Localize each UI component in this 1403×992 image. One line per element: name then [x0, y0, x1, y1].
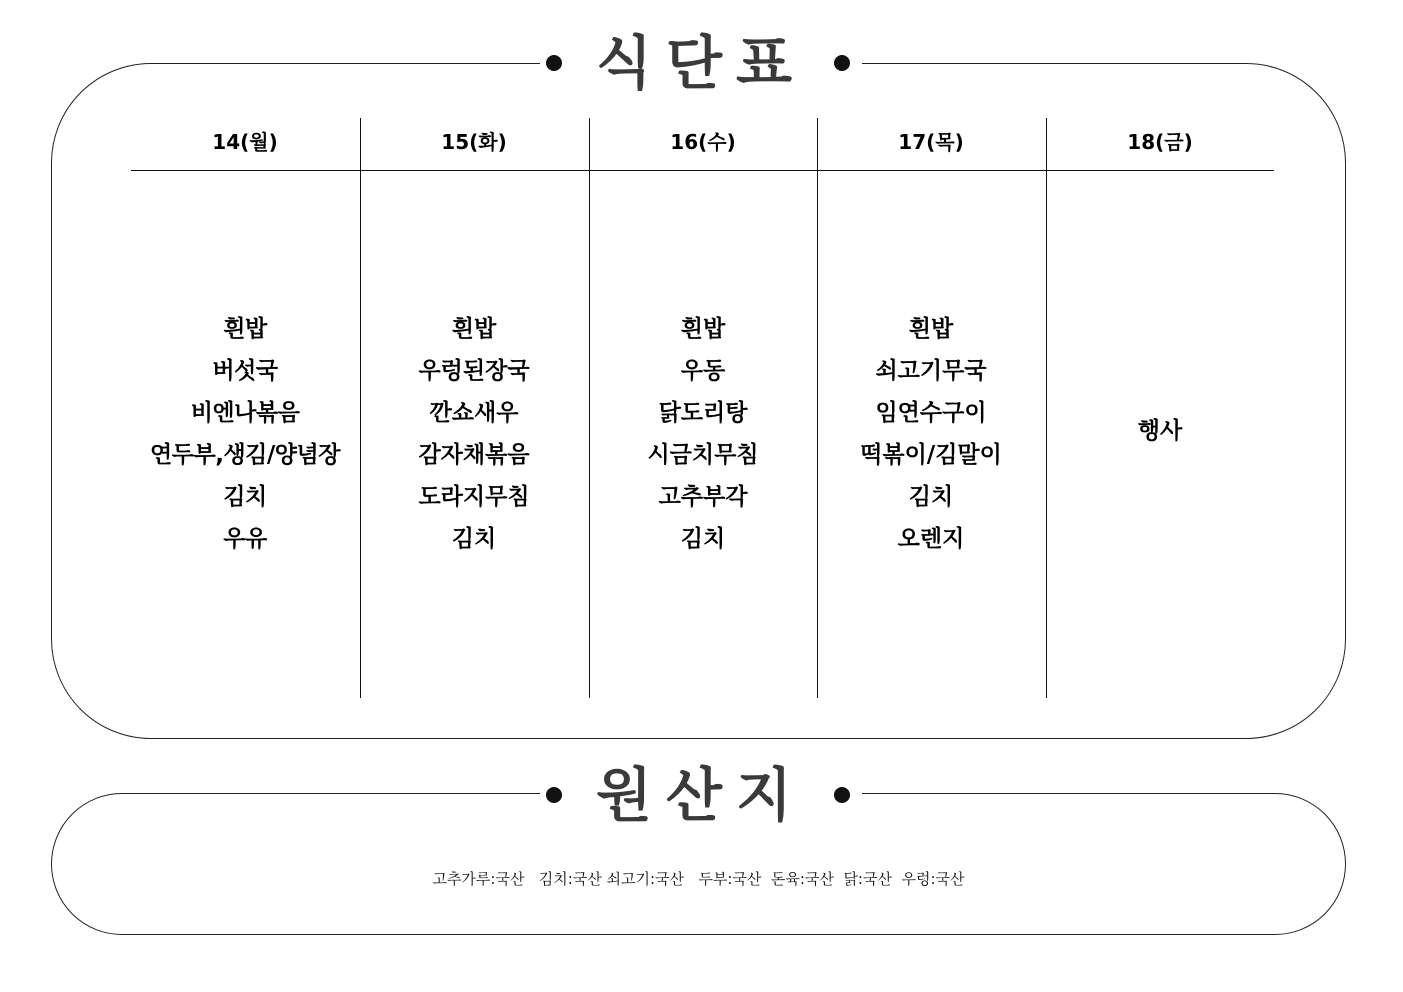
menu-item: 시금치무침 — [647, 442, 759, 468]
menu-item: 감자채볶음 — [418, 442, 530, 468]
menu-item: 우유 — [223, 526, 267, 552]
day-header: 16(수) — [670, 130, 736, 154]
heading-dot-right — [834, 787, 850, 803]
menu-title: 식단표 — [595, 29, 807, 97]
day-header: 14(월) — [212, 130, 278, 154]
origin-heading — [540, 760, 862, 830]
menu-item: 흰밥 — [680, 316, 726, 342]
menu-item: 비엔나볶음 — [190, 400, 300, 426]
origin-info: 고추가루:국산 김치:국산 쇠고기:국산 두부:국산 돈육:국산 닭:국산 우렁:국산 — [432, 870, 965, 888]
menu-heading — [540, 28, 862, 98]
menu-items — [1046, 170, 1274, 690]
menu-item: 버섯국 — [212, 358, 278, 384]
menu-item: 오렌지 — [897, 526, 965, 552]
menu-item: 행사 — [1137, 418, 1183, 444]
day-column-wed — [589, 118, 817, 698]
menu-item: 우동 — [680, 358, 726, 384]
menu-item: 연두부,생김/양념장 — [150, 442, 340, 468]
day-column-fri — [1046, 118, 1274, 698]
heading-dot-left — [546, 787, 562, 803]
menu-item: 도라지무침 — [418, 484, 530, 510]
heading-dot-right — [834, 55, 850, 71]
menu-item: 김치 — [908, 484, 954, 510]
menu-items — [360, 170, 588, 698]
menu-item: 닭도리탕 — [658, 400, 748, 426]
menu-item: 깐쇼새우 — [429, 400, 519, 426]
origin-title: 원산지 — [595, 761, 807, 829]
menu-items — [817, 170, 1045, 698]
day-header: 15(화) — [441, 130, 507, 154]
menu-items — [131, 170, 359, 698]
menu-item: 흰밥 — [451, 316, 497, 342]
day-column-tue — [360, 118, 588, 698]
menu-item: 김치 — [451, 526, 497, 552]
menu-item: 우렁된장국 — [418, 358, 530, 384]
menu-item: 고추부각 — [658, 484, 748, 510]
menu-item: 김치 — [680, 526, 726, 552]
menu-items — [589, 170, 817, 698]
day-header: 18(금) — [1127, 130, 1193, 154]
day-column-thu — [817, 118, 1045, 698]
menu-table — [131, 118, 1274, 698]
day-header: 17(목) — [898, 130, 964, 154]
menu-item: 흰밥 — [223, 316, 267, 342]
menu-item: 흰밥 — [908, 316, 954, 342]
menu-item: 떡볶이/김말이 — [860, 442, 1002, 468]
day-column-mon — [131, 118, 359, 698]
menu-item: 쇠고기무국 — [875, 358, 987, 384]
heading-dot-left — [546, 55, 562, 71]
menu-item: 임연수구이 — [875, 400, 987, 426]
menu-item: 김치 — [223, 484, 267, 510]
